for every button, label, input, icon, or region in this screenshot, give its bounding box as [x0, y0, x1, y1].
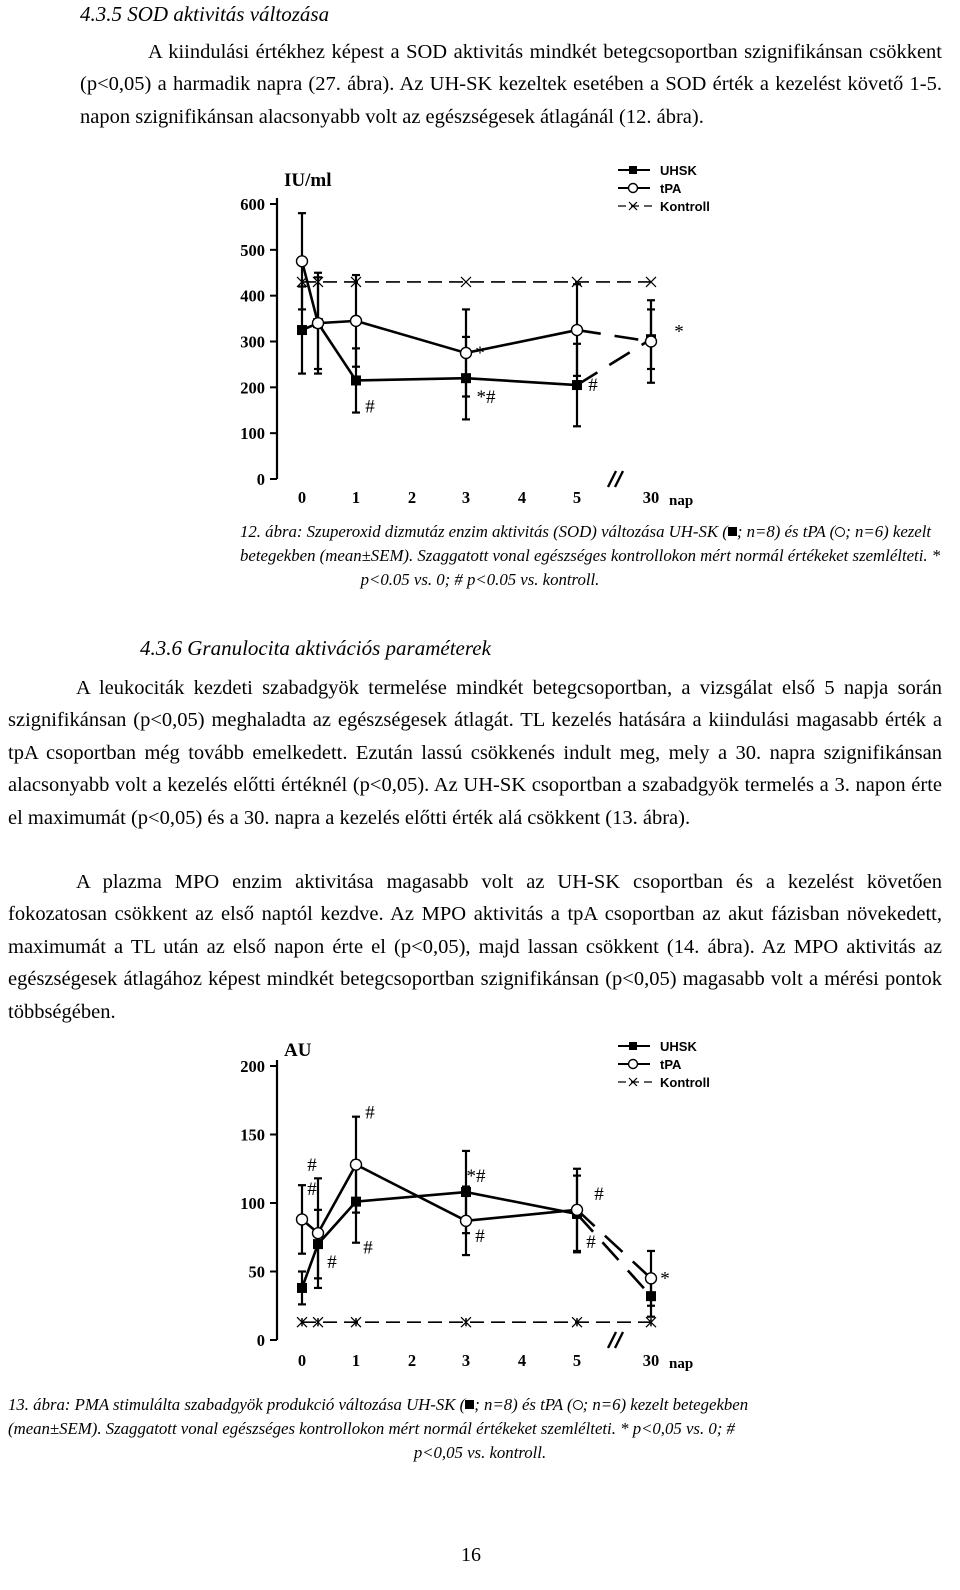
axis-break-mark — [615, 1332, 623, 1348]
x-unit-label: nap — [669, 1356, 694, 1372]
y-tick-label: 50 — [248, 1262, 265, 1282]
axis-break-mark — [608, 471, 616, 487]
y-tick-label: 600 — [240, 195, 265, 214]
x-tick-label: 4 — [517, 1351, 527, 1370]
y-tick-label: 150 — [240, 1125, 265, 1145]
x-tick-label: 1 — [351, 488, 361, 507]
tpa-marker — [646, 1273, 657, 1284]
x-tick-label: 2 — [407, 488, 417, 507]
figure-12-caption-line3: p<0.05 vs. 0; # p<0.05 vs. kontroll. — [360, 570, 600, 589]
x-tick-label: 2 — [407, 1351, 417, 1370]
figure-12-caption — [240, 520, 952, 544]
x-tick-label: 5 — [572, 1351, 582, 1370]
x-tick-label: 0 — [297, 1351, 307, 1370]
figure-13-caption-line2: (mean±SEM). Szaggatott vonal egészséges kontrollokon mért normál értékeket szemlélteti. * p<0,05 vs. 0; # — [8, 1419, 735, 1438]
figure-13-caption-line3: p<0,05 vs. kontroll. — [413, 1443, 547, 1462]
significance-marker: # — [327, 1252, 337, 1274]
tpa-marker — [461, 1215, 472, 1226]
uhsk-marker — [297, 1283, 307, 1293]
tpa-series-line — [302, 261, 577, 353]
y-unit-label: IU/ml — [284, 170, 332, 191]
tpa-series-line — [302, 1165, 577, 1234]
y-tick-label: 0 — [256, 470, 265, 489]
tpa-marker — [313, 318, 324, 329]
x-tick-label: 30 — [642, 488, 660, 507]
legend-tpa-label: tPA — [660, 181, 682, 196]
y-tick-label: 500 — [240, 240, 265, 260]
x-unit-label: nap — [669, 493, 694, 509]
tpa-series-line-dashed — [577, 330, 651, 341]
square-symbol-icon — [728, 527, 737, 536]
figure-12-caption-line2: betegekben (mean±SEM). Szaggatott vonal egészséges kontrollokon mért normál értékeket szemlélteti. * — [240, 546, 941, 565]
section-paragraph-granulocyte-2: A plazma MPO enzim aktivitása magasabb volt az UH-SK csoportban és a kezelést követően fokozatosan csökkent az első naptól kezdve. Az MPO aktivitás a tpA csoportban az akut fázisban növekedett, maximumát a TL után az első napon érte el (p<0,05), majd lassan csökkent (14. ábra). Az MPO aktivitás az egészségesek átlagához képest mindkét betegcsoportban szignifikánsan (p<0,05) magasabb volt a mérési pontok többségében. — [8, 871, 942, 1023]
significance-marker: # — [307, 1155, 317, 1177]
legend-uhsk-label: UHSK — [660, 1039, 697, 1054]
axis-break-mark — [615, 471, 623, 487]
axis-break-mark — [608, 1332, 616, 1348]
square-symbol-icon — [465, 1400, 474, 1409]
legend-tpa-marker — [629, 1060, 638, 1069]
section-paragraph-granulocyte-1: A leukociták kezdeti szabadgyök termelése mindkét betegcsoportban, a vizsgálat első 5 napja során szignifikánsan (p<0,05) meghaladta az egészségesek átlagát. TL kezelés hatására a kiindulási magasabb érték a tpA csoportban még tovább emelkedett. Ezután lassú csökkenés indult meg, mely a 30. napra szignifikánsan alacsonyabb volt a kezelés előtti értéknél (p<0,05). Az UH-SK csoportban a szabadgyök termelés a 3. napon érte el maximumát (p<0,05) és a 30. napra a kezelés előtti érték alá csökkent (13. ábra). — [8, 677, 942, 829]
section-heading-granulocyte: 4.3.6 Granulocita aktivációs paraméterek — [140, 636, 491, 660]
x-tick-label: 4 — [517, 488, 527, 507]
uhsk-series-line-dashed — [577, 1214, 651, 1296]
legend-uhsk-marker — [629, 1042, 637, 1050]
significance-marker: # — [307, 1179, 317, 1201]
legend-tpa-label: tPA — [660, 1057, 682, 1072]
circle-symbol-icon — [835, 527, 845, 537]
legend-control-label: Kontroll — [660, 1075, 710, 1090]
x-tick-label: 3 — [461, 1351, 471, 1370]
y-tick-label: 300 — [240, 332, 265, 352]
uhsk-marker — [572, 380, 582, 390]
tpa-marker — [351, 315, 362, 326]
legend-control-label: Kontroll — [660, 199, 710, 214]
significance-marker: * — [475, 342, 485, 364]
uhsk-marker — [351, 375, 361, 385]
x-tick-label: 3 — [461, 488, 471, 507]
x-tick-label: 1 — [351, 1351, 361, 1370]
legend-tpa-marker — [629, 184, 638, 193]
significance-marker: *# — [466, 1166, 486, 1188]
y-tick-label: 100 — [240, 424, 265, 444]
y-tick-label: 200 — [240, 1057, 265, 1076]
x-tick-label: 30 — [642, 1351, 660, 1370]
significance-marker: * — [674, 321, 684, 343]
caption-text: ; n=6) kezelt betegekben — [582, 1395, 749, 1414]
tpa-marker — [646, 336, 657, 347]
figure-12-chart — [220, 158, 740, 518]
y-tick-label: 0 — [256, 1331, 265, 1350]
y-tick-label: 200 — [240, 378, 265, 398]
caption-text: ; n=8) és tPA ( — [736, 522, 836, 541]
figure-13-caption — [8, 1393, 948, 1417]
tpa-marker — [572, 1204, 583, 1215]
section-paragraph-sod: A kiindulási értékhez képest a SOD aktivitás mindkét betegcsoportban szignifikánsan csökkent (p<0,05) a harmadik napra (27. ábra). Az UH-SK kezeltek esetében a SOD érték a kezelést követő 1-5. napon szignifikánsan alacsonyabb volt az egészségesek átlagánál (12. ábra). — [80, 41, 942, 128]
circle-symbol-icon — [573, 1400, 583, 1410]
uhsk-marker — [297, 325, 307, 335]
caption-text: ; n=6) kezelt — [845, 522, 932, 541]
caption-text: 13. ábra: PMA stimulálta szabadgyök produkció változása UH-SK ( — [8, 1395, 466, 1414]
section-heading-sod: 4.3.5 SOD aktivitás változása — [80, 2, 330, 26]
tpa-marker — [297, 1214, 308, 1225]
uhsk-series-line — [302, 323, 577, 385]
significance-marker: # — [586, 1231, 596, 1253]
tpa-marker — [297, 256, 308, 267]
significance-marker: # — [594, 1183, 604, 1205]
tpa-marker — [572, 325, 583, 336]
y-tick-label: 400 — [240, 286, 265, 306]
legend-uhsk-label: UHSK — [660, 163, 697, 178]
significance-marker: *# — [476, 387, 496, 409]
page-number: 16 — [461, 1544, 481, 1566]
caption-text: ; n=8) és tPA ( — [474, 1395, 573, 1414]
significance-marker: # — [365, 396, 375, 418]
y-unit-label: AU — [284, 1040, 312, 1061]
legend-uhsk-marker — [629, 166, 637, 174]
significance-marker: # — [363, 1237, 373, 1259]
tpa-marker — [313, 1228, 324, 1239]
y-tick-label: 100 — [240, 1194, 265, 1213]
caption-text: 12. ábra: Szuperoxid dizmutáz enzim aktivitás (SOD) változása UH-SK ( — [240, 522, 728, 541]
x-tick-label: 0 — [297, 488, 307, 507]
tpa-marker — [461, 347, 472, 358]
significance-marker: # — [475, 1225, 485, 1247]
significance-marker: * — [660, 1268, 670, 1290]
tpa-marker — [351, 1159, 362, 1170]
significance-marker: # — [588, 375, 598, 397]
significance-marker: # — [365, 1102, 375, 1124]
figure-13-chart — [220, 1030, 740, 1390]
x-tick-label: 5 — [572, 488, 582, 507]
